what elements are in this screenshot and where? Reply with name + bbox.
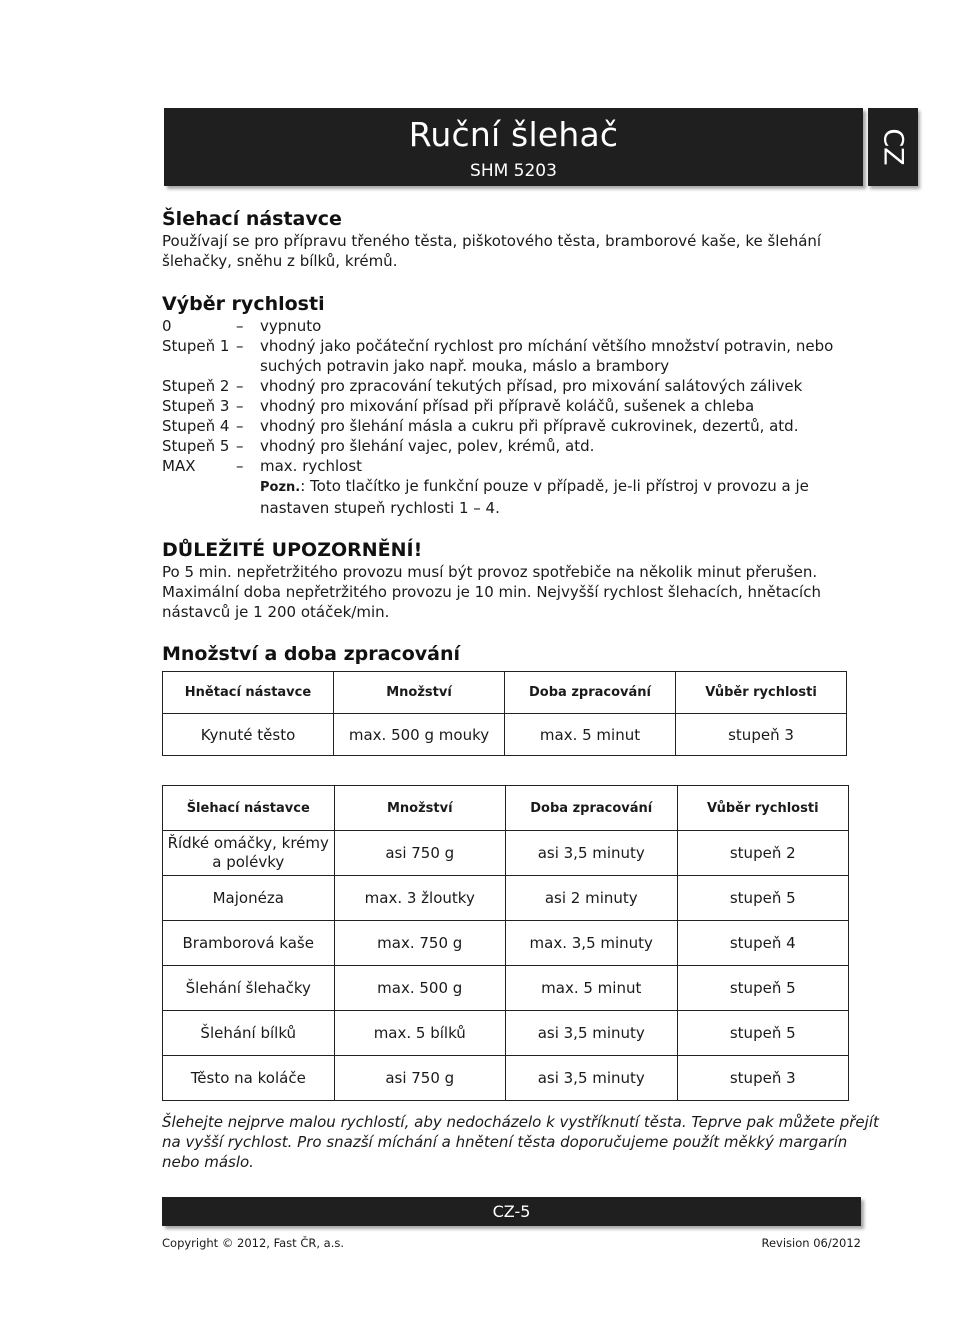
table-header-row — [163, 672, 847, 714]
speed-key: MAX — [162, 457, 196, 475]
section-amount-and-time — [162, 642, 862, 666]
table-cell: max. 500 g — [334, 966, 506, 1011]
table-header-cell: Množství — [334, 786, 506, 831]
speed-desc: vhodný jako počáteční rychlost pro míchání většího množství potravin, nebo suchých potravin jako např. mouka, máslo a brambory — [260, 337, 834, 375]
table-row — [163, 876, 849, 921]
section-heading: Šlehací nástavce — [162, 208, 342, 230]
speed-dash: – — [236, 457, 244, 475]
table-cell: Šlehání bílků — [163, 1011, 335, 1056]
document-header — [164, 108, 863, 186]
table-row — [163, 1056, 849, 1101]
table-cell: stupeň 3 — [676, 714, 847, 756]
section-speed-selection — [162, 292, 862, 518]
speed-desc: max. rychlost — [260, 457, 363, 475]
speed-dash: – — [236, 317, 244, 335]
table-header-cell: Hnětací nástavce — [163, 672, 334, 714]
speed-dash: – — [236, 377, 244, 395]
section-heading: Množství a doba zpracování — [162, 643, 460, 665]
speed-desc: vhodný pro šlehání vajec, polev, krémů, atd. — [260, 437, 595, 455]
speed-row — [162, 456, 862, 476]
table-cell: stupeň 2 — [677, 831, 849, 876]
speed-key: Stupeň 4 — [162, 417, 230, 435]
speed-desc: vypnuto — [260, 317, 322, 335]
table-cell: asi 3,5 minuty — [506, 1056, 678, 1101]
language-code: CZ — [877, 128, 909, 166]
table-cell: stupeň 3 — [677, 1056, 849, 1101]
whisking-table — [162, 785, 849, 1101]
table-cell: asi 750 g — [334, 831, 506, 876]
section-heading: DŮLEŽITÉ UPOZORNĚNÍ! — [162, 539, 423, 561]
table-cell: stupeň 5 — [677, 966, 849, 1011]
table-row — [163, 921, 849, 966]
model-number: SHM 5203 — [470, 161, 557, 181]
speed-row — [162, 336, 862, 376]
revision-text: Revision 06/2012 — [761, 1236, 861, 1250]
speed-key: Stupeň 5 — [162, 437, 230, 455]
speed-desc: vhodný pro šlehání másla a cukru při přípravě cukrovinek, dezertů, atd. — [260, 417, 799, 435]
table-cell: max. 5 bílků — [334, 1011, 506, 1056]
table-row — [163, 714, 847, 756]
table-header-cell: Doba zpracování — [505, 672, 676, 714]
language-tab — [868, 108, 918, 186]
page-number: CZ-5 — [492, 1202, 531, 1221]
table-cell: Těsto na koláče — [163, 1056, 335, 1101]
table-cell: stupeň 5 — [677, 1011, 849, 1056]
note-label: Pozn. — [260, 480, 301, 495]
page-title: Ruční šlehač — [408, 115, 619, 154]
speed-key: Stupeň 1 — [162, 337, 230, 355]
table-cell: asi 3,5 minuty — [506, 1011, 678, 1056]
speed-dash: – — [236, 397, 244, 415]
section-text: Používají se pro přípravu třeného těsta, piškotového těsta, bramborové kaše, ke šlehání šlehačky, sněhu z bílků, krémů. — [162, 232, 822, 270]
table-row — [163, 1011, 849, 1056]
kneading-table — [162, 671, 847, 756]
speed-row — [162, 436, 862, 456]
speed-note-row — [162, 476, 862, 518]
speed-dash: – — [236, 417, 244, 435]
table-cell: max. 5 minut — [505, 714, 676, 756]
speed-row — [162, 396, 862, 416]
speed-note — [260, 476, 862, 518]
table-cell: max. 3 žloutky — [334, 876, 506, 921]
table-cell: asi 3,5 minuty — [506, 831, 678, 876]
table-cell: max. 5 minut — [506, 966, 678, 1011]
speed-key: 0 — [162, 317, 172, 335]
table-row — [163, 966, 849, 1011]
table-header-cell: Doba zpracování — [506, 786, 678, 831]
table-cell: stupeň 4 — [677, 921, 849, 966]
speed-key: Stupeň 3 — [162, 397, 230, 415]
table-header-row — [163, 786, 849, 831]
page-number-bar — [162, 1197, 861, 1226]
table-cell: asi 2 minuty — [506, 876, 678, 921]
usage-tip: Šlehejte nejprve malou rychlostí, aby nedocházelo k vystříknutí těsta. Teprve pak můžete přejít na vyšší rychlost. Pro snazší míchání a hnětení těsta doporučujeme použít měkký margarín nebo máslo. — [162, 1113, 879, 1171]
section-text: Po 5 min. nepřetržitého provozu musí být provoz spotřebiče na několik minut přerušen. Maximální doba nepřetržitého provozu je 10 min. Nejvyšší rychlost šlehacích, hnětacích nástavců je 1 200 otáček/min. — [162, 563, 821, 621]
table-header-cell: Vůběr rychlosti — [677, 786, 849, 831]
table-header-cell: Množství — [334, 672, 505, 714]
table-cell: max. 500 g mouky — [334, 714, 505, 756]
table-cell: asi 750 g — [334, 1056, 506, 1101]
speed-row — [162, 416, 862, 436]
table-cell: Kynuté těsto — [163, 714, 334, 756]
table-cell: Majonéza — [163, 876, 335, 921]
speed-row — [162, 316, 862, 336]
table-cell: Řídké omáčky, krémy a polévky — [163, 831, 335, 876]
section-heading: Výběr rychlosti — [162, 293, 325, 315]
note-text: : Toto tlačítko je funkční pouze v případě, je-li přístroj v provozu a je nastaven stupeň rychlosti 1 – 4. — [260, 477, 809, 517]
speed-dash: – — [236, 437, 244, 455]
speed-desc: vhodný pro zpracování tekutých přísad, pro mixování salátových zálivek — [260, 377, 803, 395]
table-cell: stupeň 5 — [677, 876, 849, 921]
table-row — [163, 831, 849, 876]
table-header-cell: Vůběr rychlosti — [676, 672, 847, 714]
copyright-text: Copyright © 2012, Fast ČR, a.s. — [162, 1236, 345, 1250]
section-important-warning — [162, 538, 862, 622]
table-cell: max. 750 g — [334, 921, 506, 966]
table-cell: Šlehání šlehačky — [163, 966, 335, 1011]
section-whisk-attachments — [162, 207, 862, 271]
table-cell: max. 3,5 minuty — [506, 921, 678, 966]
table-header-cell: Šlehací nástavce — [163, 786, 335, 831]
speed-list — [162, 316, 862, 518]
speed-key: Stupeň 2 — [162, 377, 230, 395]
speed-row — [162, 376, 862, 396]
speed-dash: – — [236, 337, 244, 355]
speed-desc: vhodný pro mixování přísad při přípravě koláčů, sušenek a chleba — [260, 397, 755, 415]
table-cell: Bramborová kaše — [163, 921, 335, 966]
